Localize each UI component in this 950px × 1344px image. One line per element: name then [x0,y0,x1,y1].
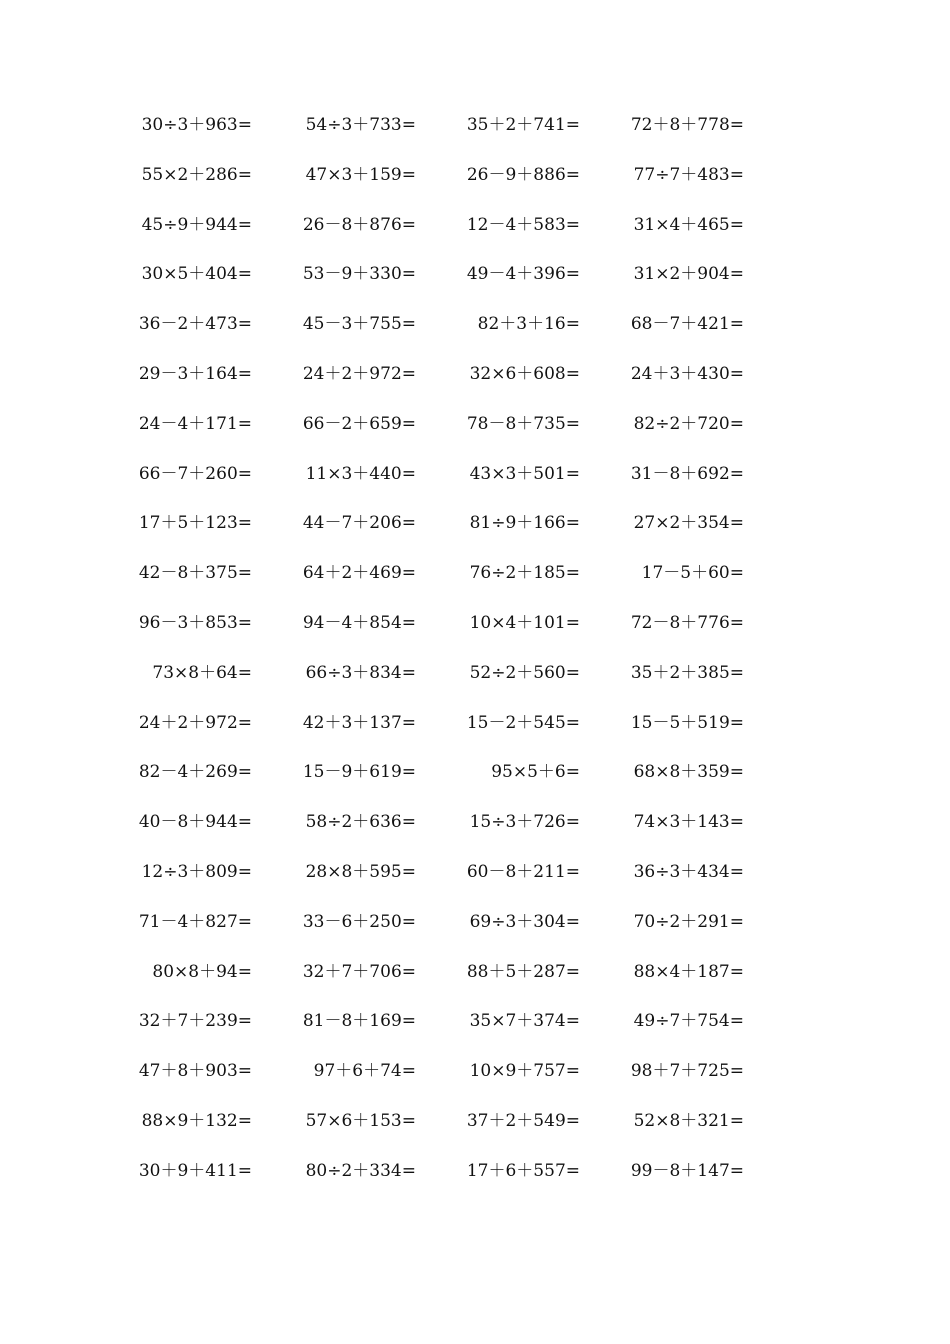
math-problem: 32＋7＋706= [302,961,416,982]
math-problem: 47＋8＋903= [138,1061,252,1082]
problem-row [0,210,950,260]
math-problem: 82＋3＋16= [477,314,580,335]
math-problem: 77÷7＋483= [633,164,744,185]
math-problem: 44－7＋206= [302,513,416,534]
math-problem: 43×3＋501= [469,463,580,484]
math-problem: 45－3＋755= [302,314,416,335]
math-problem: 33－6＋250= [302,911,416,932]
math-problem: 81÷9＋166= [469,513,580,534]
math-problem: 35＋2＋385= [630,662,744,683]
math-problem: 99－8＋147= [630,1160,744,1181]
math-problem: 24－4＋171= [138,413,252,434]
problem-row [0,160,950,210]
problem-row [0,608,950,658]
math-problem: 17＋5＋123= [138,513,252,534]
math-problem: 80×8＋94= [152,961,252,982]
problem-row [0,708,950,758]
problem-row [0,110,950,160]
math-problem: 96－3＋853= [138,612,252,633]
math-problem: 26－9＋886= [466,164,580,185]
math-problem: 36÷3＋434= [633,861,744,882]
math-problem: 30×5＋404= [141,264,252,285]
math-problem: 47×3＋159= [305,164,416,185]
math-problem: 88＋5＋287= [466,961,580,982]
math-problem: 72＋8＋778= [630,115,744,135]
math-problem: 31×4＋465= [633,214,744,235]
math-problem: 66÷3＋834= [305,662,416,683]
math-problem: 80÷2＋334= [305,1160,416,1181]
math-problem: 15÷3＋726= [469,812,580,833]
math-problem: 73×8＋64= [152,662,252,683]
math-problem: 24＋2＋972= [138,712,252,733]
problem-row [0,1056,950,1106]
math-problem: 28×8＋595= [305,861,416,882]
math-problem: 72－8＋776= [630,612,744,633]
math-problem: 97＋6＋74= [313,1061,416,1082]
math-problem: 37＋2＋549= [466,1110,580,1131]
math-problem: 52÷2＋560= [469,662,580,683]
math-problem: 24＋2＋972= [302,363,416,384]
problem-row [0,558,950,608]
math-problem: 35＋2＋741= [466,115,580,135]
math-problem: 57×6＋153= [305,1110,416,1131]
math-problem: 69÷3＋304= [469,911,580,932]
math-problem: 11×3＋440= [305,463,416,484]
math-problem: 30÷3＋963= [141,115,252,135]
problem-row [0,957,950,1007]
problem-row [0,359,950,409]
math-problem: 94－4＋854= [302,612,416,633]
math-problem: 64＋2＋469= [302,563,416,584]
problem-row [0,1106,950,1156]
math-problem: 78－8＋735= [466,413,580,434]
math-problem: 12－4＋583= [466,214,580,235]
math-problem: 32＋7＋239= [138,1011,252,1032]
problem-row [0,459,950,509]
math-problem: 71－4＋827= [138,911,252,932]
math-problem: 24＋3＋430= [630,363,744,384]
math-problem: 58÷2＋636= [305,812,416,833]
math-problem: 70÷2＋291= [633,911,744,932]
math-problem: 53－9＋330= [302,264,416,285]
math-problem: 76÷2＋185= [469,563,580,584]
math-problem: 15－2＋545= [466,712,580,733]
math-problem: 10×4＋101= [469,612,580,633]
math-problem: 45÷9＋944= [141,214,252,235]
math-problem: 29－3＋164= [138,363,252,384]
math-problem: 26－8＋876= [302,214,416,235]
problem-row [0,907,950,957]
problem-row [0,658,950,708]
math-problem: 54÷3＋733= [305,115,416,135]
math-problem: 60－8＋211= [466,861,580,882]
math-problem: 88×9＋132= [141,1110,252,1131]
problem-row [0,508,950,558]
math-problem: 68×8＋359= [633,762,744,783]
math-problem: 32×6＋608= [469,363,580,384]
math-problem: 40－8＋944= [138,812,252,833]
math-problem: 49－4＋396= [466,264,580,285]
problem-grid [0,110,950,1206]
problem-row [0,1006,950,1056]
math-problem: 98＋7＋725= [630,1061,744,1082]
math-problem: 31×2＋904= [633,264,744,285]
math-problem: 95×5＋6= [491,762,580,783]
math-problem: 81－8＋169= [302,1011,416,1032]
math-problem: 66－2＋659= [302,413,416,434]
math-problem: 15－9＋619= [302,762,416,783]
problem-row [0,857,950,907]
math-problem: 10×9＋757= [469,1061,580,1082]
math-problem: 17＋6＋557= [466,1160,580,1181]
math-problem: 82－4＋269= [138,762,252,783]
math-problem: 35×7＋374= [469,1011,580,1032]
problem-row [0,1156,950,1206]
problem-row [0,757,950,807]
math-problem: 66－7＋260= [138,463,252,484]
math-problem: 17－5＋60= [641,563,744,584]
math-problem: 30＋9＋411= [138,1160,252,1181]
math-problem: 42－8＋375= [138,563,252,584]
math-problem: 74×3＋143= [633,812,744,833]
problem-row [0,309,950,359]
math-problem: 42＋3＋137= [302,712,416,733]
problem-row [0,259,950,309]
math-problem: 27×2＋354= [633,513,744,534]
math-problem: 49÷7＋754= [633,1011,744,1032]
math-problem: 12÷3＋809= [141,861,252,882]
problem-row [0,409,950,459]
math-problem: 36－2＋473= [138,314,252,335]
problem-row [0,807,950,857]
math-problem: 15－5＋519= [630,712,744,733]
math-problem: 88×4＋187= [633,961,744,982]
math-problem: 82÷2＋720= [633,413,744,434]
math-problem: 52×8＋321= [633,1110,744,1131]
math-problem: 31－8＋692= [630,463,744,484]
math-problem: 68－7＋421= [630,314,744,335]
math-problem: 55×2＋286= [141,164,252,185]
